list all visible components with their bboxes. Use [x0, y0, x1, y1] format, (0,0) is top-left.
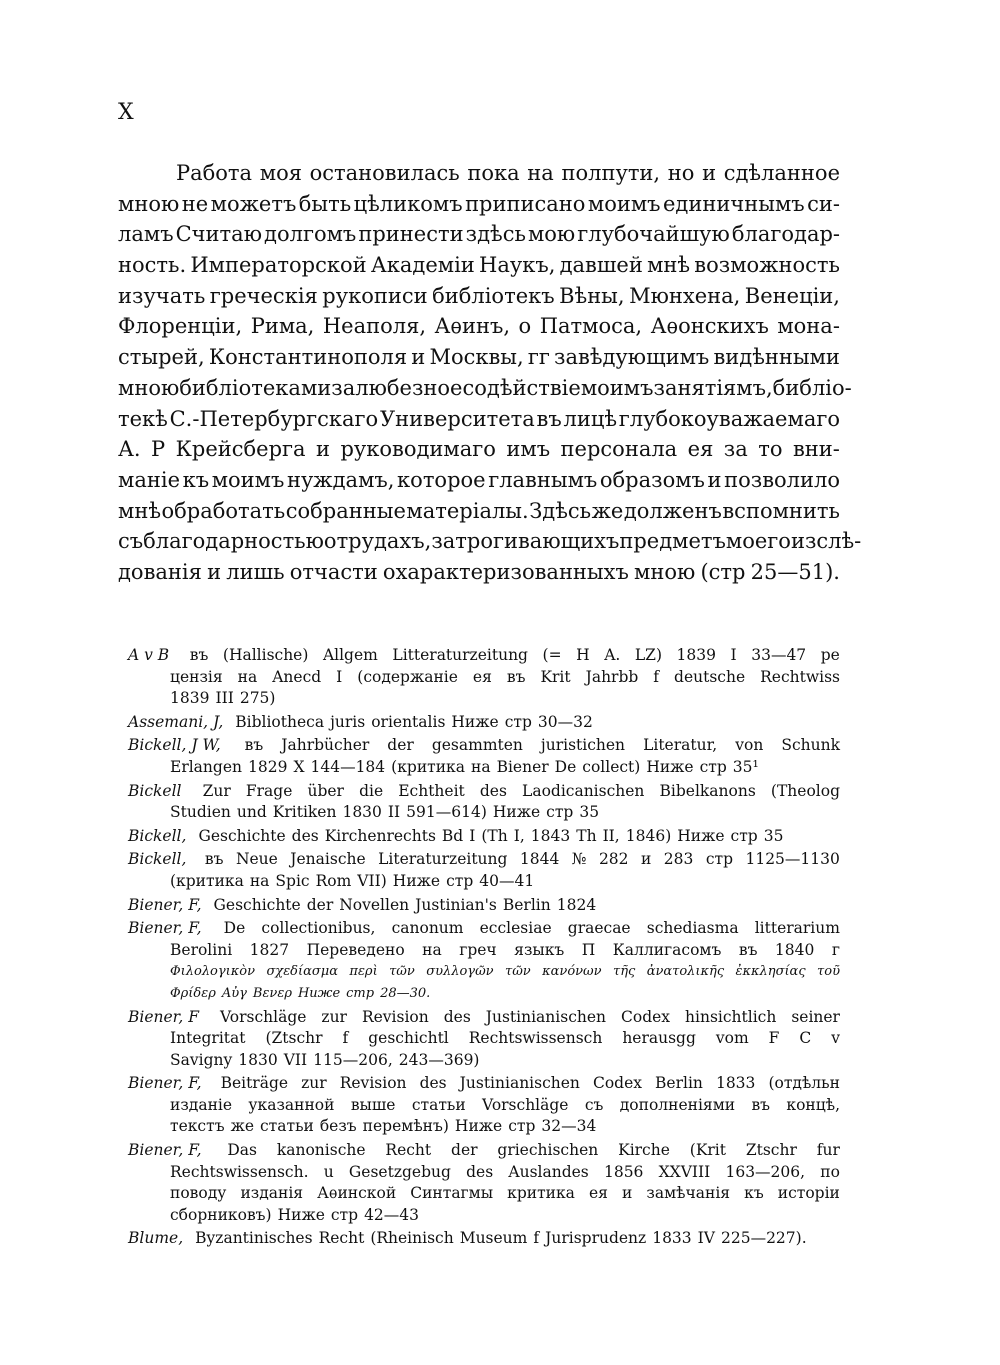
bibliography-line: Rechtswissensch. u Gesetzgebug des Auslandes 1856 XXVIII 163—206, по — [170, 1162, 840, 1181]
bibliography-author: Bickell, — [128, 826, 187, 845]
bibliography-line: Bickell, въ Neue Jenaische Literaturzeitung 1844 № 282 и 283 стр 1125—1130 — [128, 849, 840, 871]
bibliography-line: Berolini 1827 Переведено на греч языкъ П Каллигасомъ въ 1840 г — [170, 940, 840, 959]
bibliography-line: Bickell, Geschichte des Kirchenrechts Bd I (Th I, 1843 Th II, 1846) Ниже стр 35 — [128, 826, 840, 848]
paragraph-line: дованія и лишь отчасти охарактеризованныхъ мною (стр 25—51). — [118, 559, 840, 584]
bibliography-line: изданіе указанной выше статьи Vorschläge съ дополненіями въ концѣ, — [170, 1095, 840, 1114]
bibliography-author: A v B — [128, 646, 170, 664]
bibliography-line: Biener, F Vorschläge zur Revision des Justinianischen Codex hinsichtlich seiner — [128, 1007, 840, 1029]
bibliography-line: цензія на Anecd I (содержаніе ея въ Krit Jahrbb f deutsche Rechtwiss — [170, 667, 840, 686]
bibliography-list — [128, 645, 840, 1252]
bibliography-line: Integritat (Ztschr f geschichtl Rechtswissensch herausgg vom F C v — [170, 1029, 840, 1048]
bibliography-entry — [128, 781, 840, 824]
bibliography-line: 1839 III 275) — [170, 689, 276, 708]
bibliography-author: Assemani, J, — [128, 712, 224, 731]
paragraph-line: мнѣ обработать собранные матеріалы. Здѣсь же долженъ вспомнить — [118, 498, 840, 523]
bibliography-line: Φρίδερ Αὐγ Βενερ Ниже стр 28—30. — [170, 985, 431, 1001]
bibliography-line: Biener, F, Geschichte der Novellen Justinian's Berlin 1824 — [128, 895, 840, 917]
bibliography-line: A v B въ (Hallische) Allgem Litteraturzeitung (= H A. LZ) 1839 I 33—47 ре — [128, 645, 840, 667]
bibliography-entry — [128, 645, 840, 710]
bibliography-author: Biener, F, — [128, 1141, 202, 1160]
paragraph-line: Флоренціи, Рима, Неаполя, Аѳинъ, о Патмоса, Аѳонскихъ мона- — [118, 314, 840, 339]
bibliography-line: Erlangen 1829 X 144—184 (критика на Biener De collect) Ниже стр 35¹ — [170, 757, 759, 776]
bibliography-line: Assemani, J, Bibliotheca juris orientalis Ниже стр 30—32 — [128, 712, 840, 734]
main-paragraph — [118, 158, 862, 588]
bibliography-entry — [128, 849, 840, 892]
paragraph-line: стырей, Константинополя и Москвы, гг завѣдующимъ видѣнными — [118, 345, 840, 370]
bibliography-author: Bickell — [128, 781, 182, 800]
paragraph-line: изучать греческія рукописи библіотекъ Вѣны, Мюнхена, Венеціи, — [118, 283, 840, 308]
bibliography-line: сборниковъ) Ниже стр 42—43 — [170, 1205, 420, 1224]
paragraph-line: ламъ Считаю долгомъ принести здѣсь мою глубочайшую благодар- — [118, 222, 840, 247]
bibliography-line: Blume, Byzantinisches Recht (Rheinisch Museum f Jurisprudenz 1833 IV 225—227). — [128, 1228, 840, 1250]
bibliography-author: Bickell, J W, — [128, 736, 221, 755]
bibliography-entry — [128, 1228, 840, 1250]
bibliography-author: Blume, — [128, 1229, 184, 1248]
bibliography-line: Savigny 1830 VII 115—206, 243—369) — [170, 1050, 480, 1069]
bibliography-line: Φιλολογικὸν σχεδίασμα περὶ τῶν συλλογῶν τῶν κανόνων τῆς ἀνατολικῆς ἐκκλησίας τοῦ — [170, 964, 840, 980]
paragraph-line: маніе къ моимъ нуждамъ, которое главнымъ образомъ и позволило — [118, 467, 840, 492]
paragraph-line: мною не можетъ быть цѣликомъ приписано моимъ единичнымъ си- — [118, 191, 840, 216]
bibliography-author: Biener, F, — [128, 1074, 202, 1093]
paragraph-line: ность. Императорской Академіи Наукъ, давшей мнѣ возможность — [118, 253, 840, 278]
bibliography-line: Biener, F, Das kanonische Recht der griechischen Kirche (Krit Ztschr fur — [128, 1140, 840, 1162]
bibliography-entry — [128, 918, 840, 1004]
bibliography-author: Biener, F — [128, 1007, 199, 1026]
bibliography-line: Biener, F, De collectionibus, canonum ecclesiae graecae schediasma litterarium — [128, 918, 840, 940]
bibliography-entry — [128, 1073, 840, 1138]
bibliography-entry — [128, 1140, 840, 1226]
paragraph-line: А. Р Крейсберга и руководимаго имъ персонала ея за то вни- — [118, 437, 840, 462]
bibliography-entry — [128, 1007, 840, 1072]
bibliography-entry — [128, 712, 840, 734]
bibliography-line: Bickell Zur Frage über die Echtheit des Laodicanischen Bibelkanons (Theolog — [128, 781, 840, 803]
paragraph-line: съ благодарностью о трудахъ, затрогивающихъ предметъ моего изслѣ- — [118, 529, 862, 554]
page-number: X — [118, 100, 135, 125]
bibliography-line: (критика на Spic Rom VII) Ниже стр 40—41 — [170, 871, 535, 890]
paragraph-line: Работа моя остановилась пока на полпути, но и сдѣланное — [176, 161, 840, 185]
paragraph-line: текѣ С.-Петербургскаго Университета въ лицѣ глубокоуважаемаго — [118, 406, 840, 431]
bibliography-entry — [128, 735, 840, 778]
bibliography-line: поводу изданія Аѳинской Синтагмы критика ея и замѣчанія къ исторіи — [170, 1184, 840, 1203]
bibliography-line: Biener, F, Beiträge zur Revision des Justinianischen Codex Berlin 1833 (отдѣльн — [128, 1073, 840, 1095]
bibliography-entry — [128, 826, 840, 848]
bibliography-author: Bickell, — [128, 850, 187, 869]
bibliography-entry — [128, 895, 840, 917]
bibliography-line: текстъ же статьи безъ перемѣнъ) Ниже стр 32—34 — [170, 1117, 597, 1136]
bibliography-author: Biener, F, — [128, 919, 202, 938]
paragraph-line: мною библіотеками за любезное содѣйствіе моимъ занятіямъ, библіо- — [118, 375, 852, 400]
bibliography-line: Studien und Kritiken 1830 II 591—614) Ниже стр 35 — [170, 803, 600, 822]
bibliography-author: Biener, F, — [128, 895, 202, 914]
bibliography-line: Bickell, J W, въ Jahrbücher der gesammten juristichen Literatur, von Schunk — [128, 735, 840, 757]
